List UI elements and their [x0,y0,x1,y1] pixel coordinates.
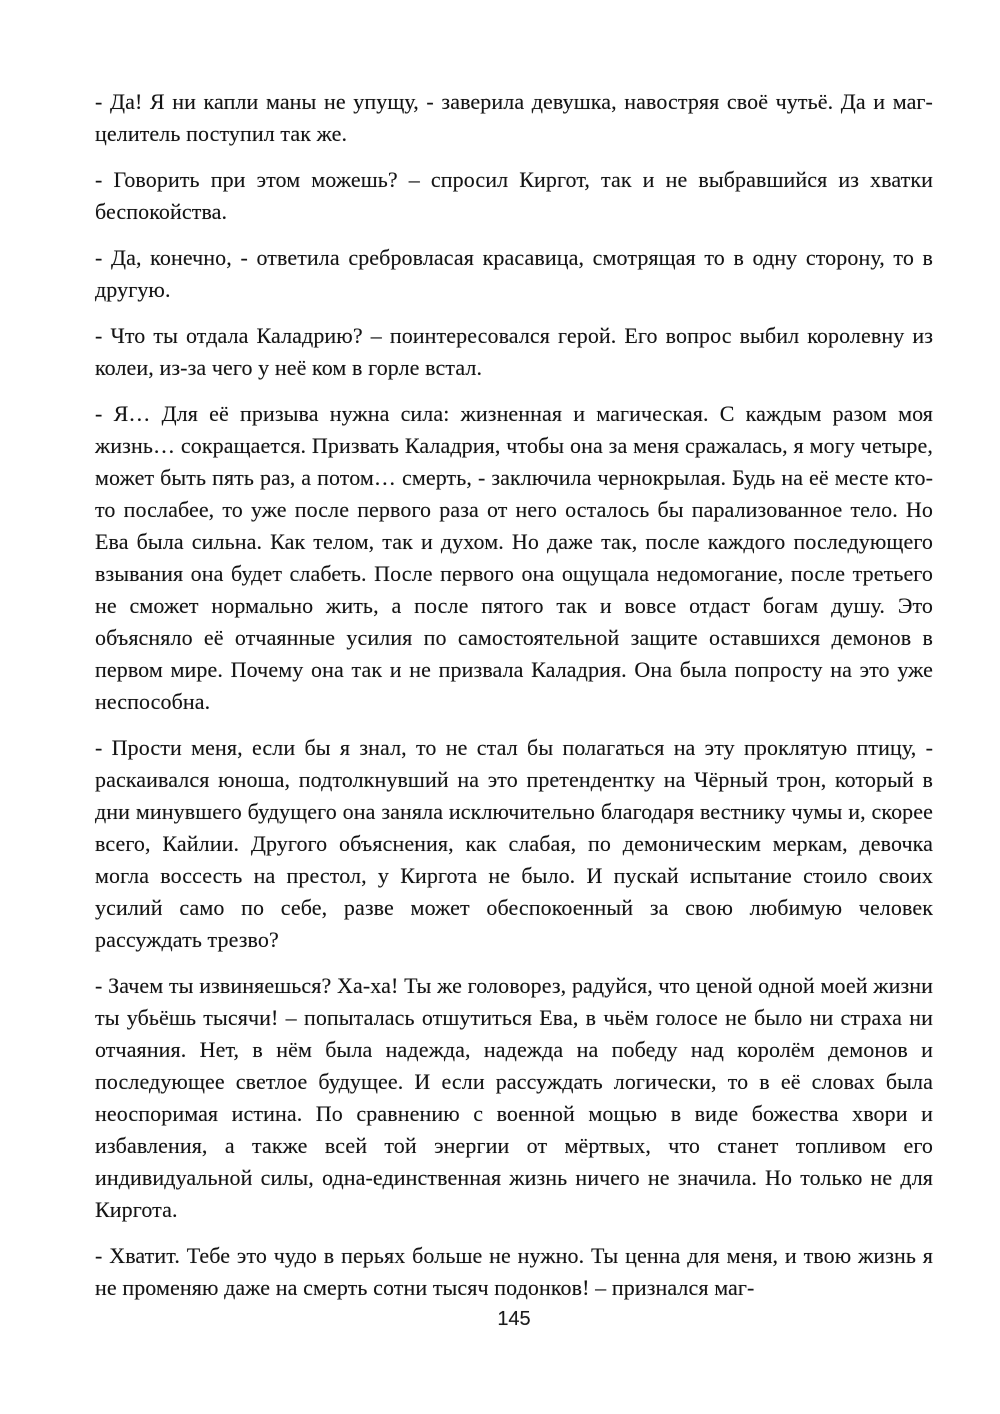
paragraph: - Что ты отдала Каладрию? – поинтересовался герой. Его вопрос выбил королевну из колеи, из-за чего у неё ком в горле встал. [95,323,933,380]
paragraph: - Я… Для её призыва нужна сила: жизненная и магическая. С каждым разом моя жизнь… сокращается. Призвать Каладрия, чтобы она за меня сражалась, я могу четыре, может быть пять раз, а потом… смерть, - заключила чернокрылая. Будь на её месте кто-то послабее, то уже после первого раза от него осталось бы парализованное тело. Но Ева была сильна. Как телом, так и духом. Но даже так, после каждого последующего взывания она будет слабеть. После первого она ощущала недомогание, после третьего не сможет нормально жить, а после пятого так и вовсе отдаст богам душу. Это объясняло её отчаянные усилия по самостоятельной защите оставшихся демонов в первом мире. Почему она так и не призвала Каладрия. Она была попросту на это уже неспособна. [95,401,933,714]
paragraph: - Говорить при этом можешь? – спросил Киргот, так и не выбравшийся из хватки беспокойства. [95,167,933,224]
paragraph: - Зачем ты извиняешься? Ха-ха! Ты же головорез, радуйся, что ценой одной моей жизни ты убьёшь тысячи! – попыталась отшутиться Ева, в чьём голосе не было ни страха ни отчаяния. Нет, в нём была надежда, надежда на победу над королём демонов и последующее светлое будущее. И если рассуждать логически, то в её словах была неоспоримая истина. По сравнению с военной мощью в виде божества хвори и избавления, а также всей той энергии от мёртвых, что станет топливом его индивидуальной силы, одна-единственная жизнь ничего не значила. Но только не для Киргота. [95,973,933,1222]
paragraph: - Да! Я ни капли маны не упущу, - заверила девушка, навостряя своё чутьё. Да и маг-целитель поступил так же. [95,89,933,146]
paragraph: - Хватит. Тебе это чудо в перьях больше не нужно. Ты ценна для меня, и твою жизнь я не променяю даже на смерть сотни тысяч подонков! – признался маг- [95,1243,933,1300]
text-block [95,86,933,1304]
paragraph: - Прости меня, если бы я знал, то не стал бы полагаться на эту проклятую птицу, - раскаивался юноша, подтолкнувший на это претендентку на Чёрный трон, который в дни минувшего будущего она заняла исключительно благодаря вестнику чумы и, скорее всего, Кайлии. Другого объяснения, как слабая, по демоническим меркам, девочка могла воссесть на престол, у Киргота не было. И пускай испытание стоило своих усилий само по себе, разве может обеспокоенный за свою любимую человек рассуждать трезво? [95,735,933,952]
page-number: 145 [497,1308,531,1330]
paragraph: - Да, конечно, - ответила сребровласая красавица, смотрящая то в одну сторону, то в другую. [95,245,933,302]
page-footer [95,1308,933,1331]
